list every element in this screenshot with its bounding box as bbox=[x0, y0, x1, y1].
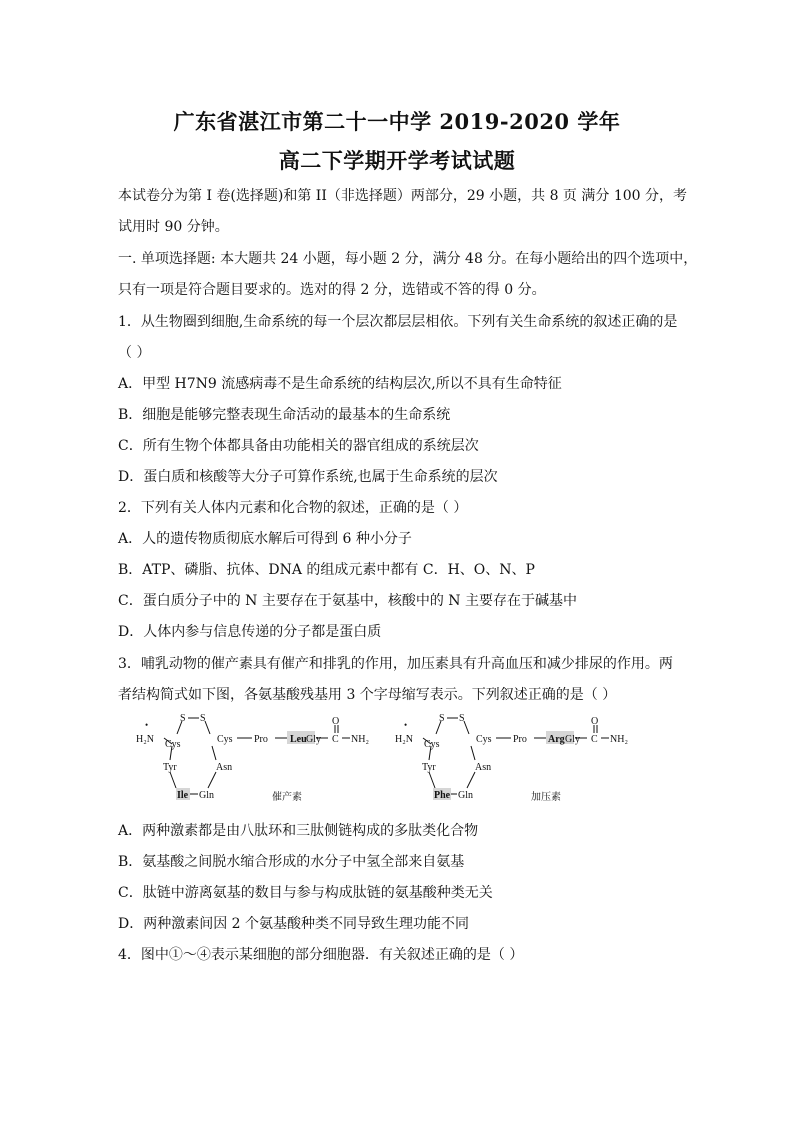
vasopressin-name: 加压素 bbox=[531, 792, 561, 803]
oxytocin-structure-figure bbox=[132, 714, 377, 814]
question-3-option-b: B．氨基酸之间脱水缩合形成的水分子中氢全部来自氨基 bbox=[118, 854, 465, 870]
question-1-blank: （ ） bbox=[118, 345, 151, 361]
pro-label: Pro bbox=[254, 734, 268, 745]
question-1-option-b: B．细胞是能够完整表现生命活动的最基本的生命系统 bbox=[118, 407, 451, 423]
question-2-option-d: D．人体内参与信息传递的分子都是蛋白质 bbox=[118, 624, 382, 640]
arg-label: Arg bbox=[548, 734, 565, 745]
amide-label: NH₂ bbox=[610, 734, 628, 745]
gln-label: Gln bbox=[199, 790, 214, 801]
section-1-line-1: 一. 单项选择题: 本大题共 24 小题，每小题 2 分，满分 48 分。在每小题给出的四个选项中， bbox=[118, 251, 698, 267]
title-line-1: 广东省湛江市第二十一中学 2019-2020 学年 bbox=[173, 109, 621, 134]
ile-label: Ile bbox=[177, 790, 189, 801]
sulfur-label-1: S bbox=[439, 714, 445, 724]
oxygen-label: O bbox=[332, 716, 340, 727]
pro-label: Pro bbox=[513, 734, 527, 745]
vasopressin-structure-figure bbox=[391, 714, 636, 814]
carbon-label: C bbox=[591, 734, 598, 745]
tyr-label: Tyr bbox=[163, 762, 177, 773]
cys-label-2: Cys bbox=[476, 734, 492, 745]
cys-label-1: Cys bbox=[165, 739, 181, 750]
positive-charge-dot: • bbox=[404, 720, 408, 730]
carbon-label: C bbox=[332, 734, 339, 745]
gln-label: Gln bbox=[458, 790, 473, 801]
section-1-line-2: 只有一项是符合题目要求的。选对的得 2 分，选错或不答的得 0 分。 bbox=[118, 282, 546, 298]
phe-label: Phe bbox=[434, 790, 451, 801]
oxytocin-name: 催产素 bbox=[272, 792, 302, 803]
title-line-2: 高二下学期开学考试试题 bbox=[278, 148, 516, 173]
sulfur-label-2: S bbox=[200, 714, 206, 724]
gly-label: Gly bbox=[306, 734, 321, 745]
question-3-stem-cont: 者结构简式如下图，各氨基酸残基用 3 个字母缩写表示。下列叙述正确的是（ ） bbox=[118, 687, 617, 703]
question-1-option-c: C．所有生物个体都具备由功能相关的器官组成的系统层次 bbox=[118, 438, 479, 454]
gly-label: Gly bbox=[565, 734, 580, 745]
oxytocin-diagram bbox=[132, 714, 377, 810]
amino-group-label: H₂N bbox=[395, 734, 413, 745]
question-2-option-b: B．ATP、磷脂、抗体、DNA 的组成元素中都有 C．H、O、N、P bbox=[118, 562, 535, 578]
amino-group-label: H₂N bbox=[136, 734, 154, 745]
question-2-option-a: A．人的遗传物质彻底水解后可得到 6 种小分子 bbox=[118, 531, 412, 547]
sulfur-label-2: S bbox=[459, 714, 465, 724]
question-1-option-a: A．甲型 H7N9 流感病毒不是生命系统的结构层次,所以不具有生命特征 bbox=[118, 376, 562, 392]
cys-label-1: Cys bbox=[424, 739, 440, 750]
question-4-stem: 4．图中①～④表示某细胞的部分细胞器．有关叙述正确的是（ ） bbox=[118, 947, 524, 963]
question-3-option-c: C．肽链中游离氨基的数目与参与构成肽链的氨基酸种类无关 bbox=[118, 885, 493, 901]
question-3-stem: 3．哺乳动物的催产素具有催产和排乳的作用，加压素具有升高血压和减少排尿的作用。两 bbox=[118, 656, 673, 672]
asn-label: Asn bbox=[475, 762, 492, 773]
question-2-option-c: C．蛋白质分子中的 N 主要存在于氨基中，核酸中的 N 主要存在于碱基中 bbox=[118, 593, 578, 609]
vasopressin-diagram bbox=[391, 714, 636, 810]
question-3-option-a: A．两种激素都是由八肽环和三肽侧链构成的多肽类化合物 bbox=[118, 823, 479, 839]
cys-label-2: Cys bbox=[217, 734, 233, 745]
intro-line-1: 本试卷分为第 I 卷(选择题)和第 II（非选择题）两部分，29 小题，共 8 页 满分 100 分，考 bbox=[118, 188, 688, 204]
tyr-label: Tyr bbox=[422, 762, 436, 773]
intro-line-2: 试用时 90 分钟。 bbox=[118, 219, 229, 235]
question-1-stem: 1．从生物圈到细胞,生命系统的每一个层次都层层相依。下列有关生命系统的叙述正确的是 bbox=[118, 314, 678, 330]
question-1-option-d: D．蛋白质和核酸等大分子可算作系统,也属于生命系统的层次 bbox=[118, 469, 498, 485]
oxygen-label: O bbox=[591, 716, 599, 727]
sulfur-label-1: S bbox=[180, 714, 186, 724]
asn-label: Asn bbox=[216, 762, 233, 773]
positive-charge-dot: • bbox=[145, 720, 149, 730]
amide-label: NH₂ bbox=[351, 734, 369, 745]
leu-label: Leu bbox=[290, 734, 307, 745]
question-3-option-d: D．两种激素间因 2 个氨基酸种类不同导致生理功能不同 bbox=[118, 916, 470, 932]
question-2-stem: 2．下列有关人体内元素和化合物的叙述，正确的是（ ） bbox=[118, 500, 468, 516]
